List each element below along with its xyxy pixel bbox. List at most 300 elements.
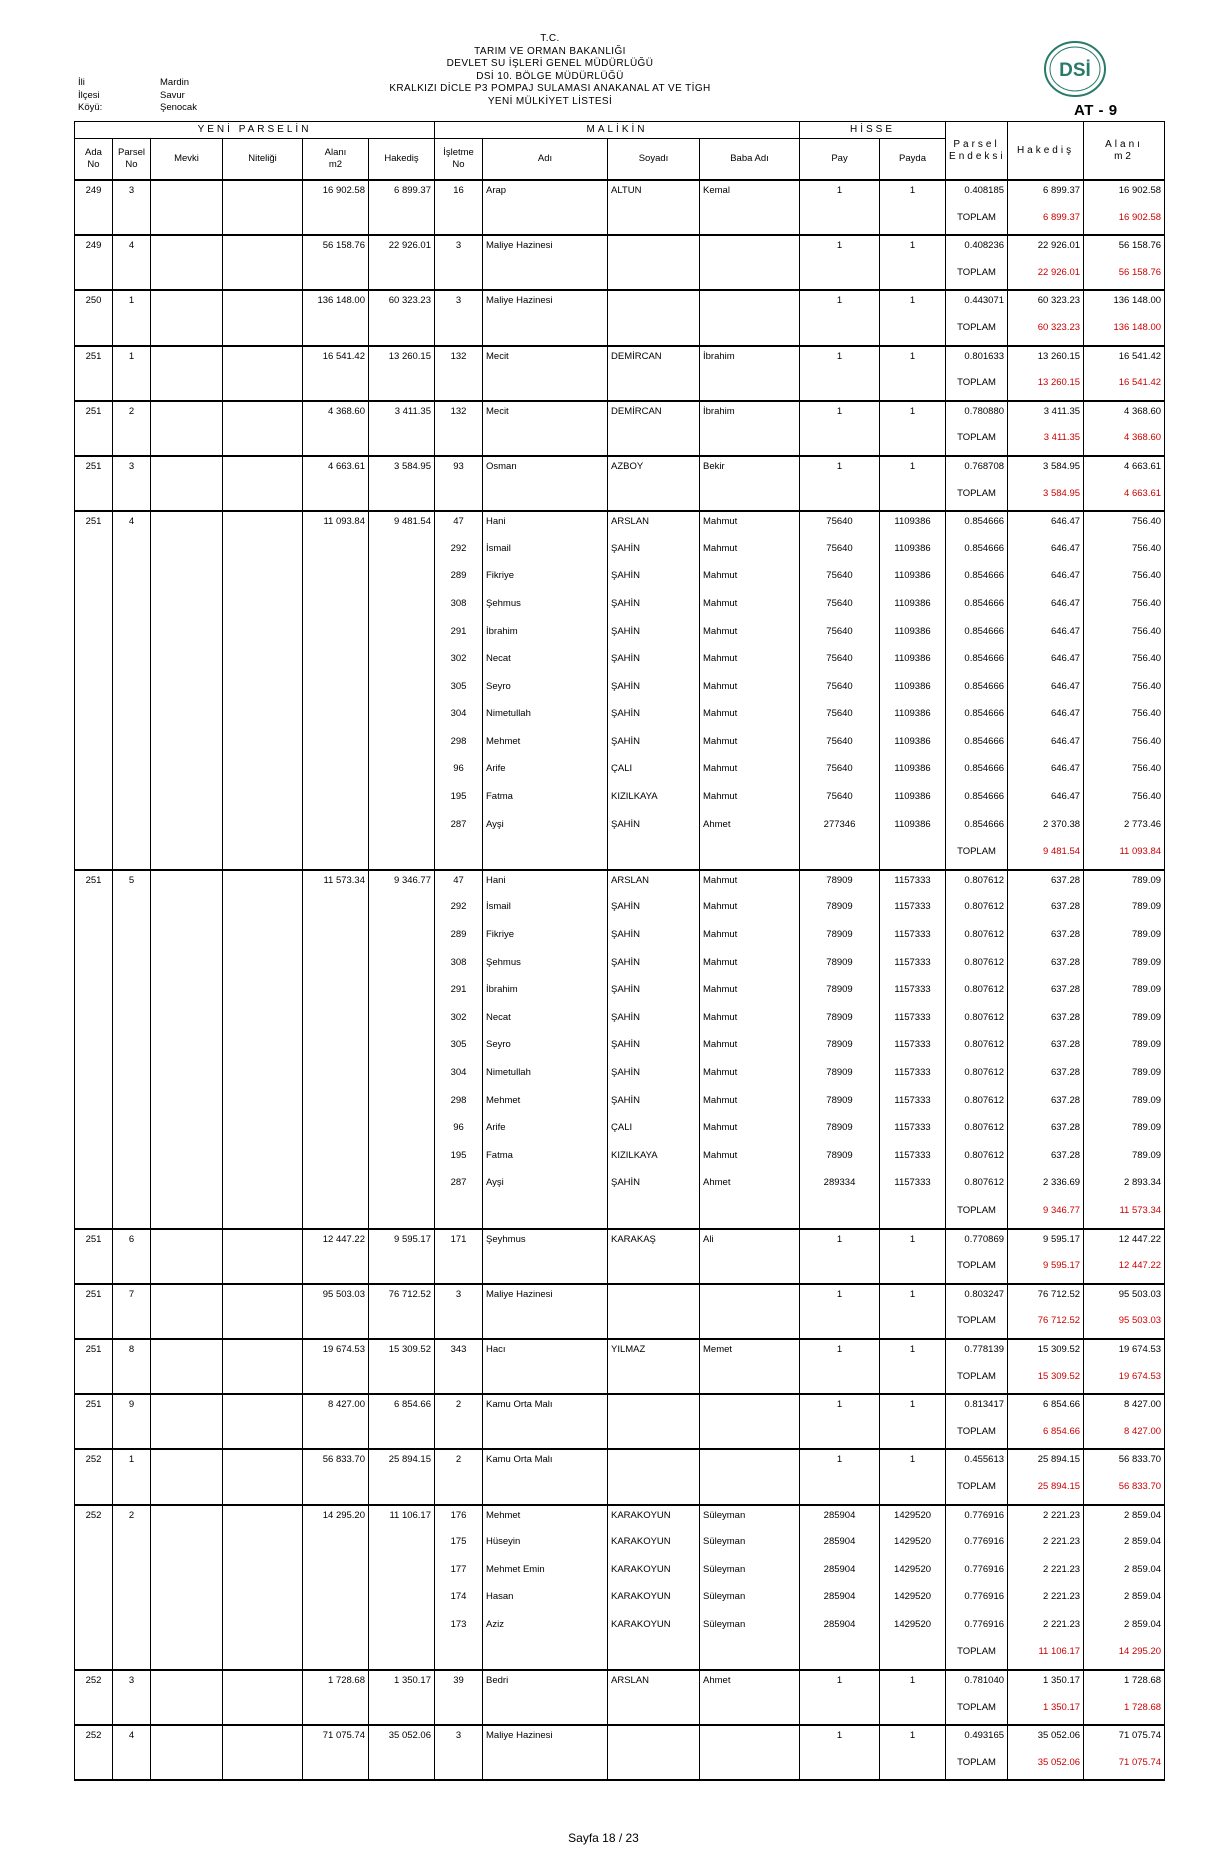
cell-endeks: 0.801633 xyxy=(946,346,1008,374)
cell-pay: 1 xyxy=(800,456,880,484)
table-row xyxy=(75,925,1165,953)
cell-nitelik xyxy=(223,1505,303,1533)
cell-empty xyxy=(75,263,113,291)
cell-mevki xyxy=(151,1449,223,1477)
cell-alan: 789.09 xyxy=(1084,953,1165,981)
cell-empty xyxy=(800,484,880,512)
cell-adi: Osman xyxy=(483,456,608,484)
cell-empty xyxy=(151,1367,223,1395)
cell-endeks: 0.807612 xyxy=(946,980,1008,1008)
cell-adi: Şehmus xyxy=(483,594,608,622)
cell-nitelik xyxy=(223,1091,303,1119)
cell-empty xyxy=(435,1367,483,1395)
cell-empty xyxy=(223,1311,303,1339)
cell-empty xyxy=(369,263,435,291)
cell-soyadi: ŞAHİN xyxy=(608,677,700,705)
total-alan: 56 833.70 xyxy=(1084,1477,1165,1505)
cell-empty xyxy=(151,373,223,401)
cell-alan: 756.40 xyxy=(1084,566,1165,594)
cell-payda: 1157333 xyxy=(880,1035,946,1063)
cell-pay: 1 xyxy=(800,1670,880,1698)
cell-empty xyxy=(483,1201,608,1229)
cell-hakedis: 637.28 xyxy=(1008,1063,1084,1091)
cell-nitelik xyxy=(223,1339,303,1367)
cell-empty xyxy=(483,1256,608,1284)
cell-hakedis: 637.28 xyxy=(1008,1035,1084,1063)
col-pay: Pay xyxy=(800,139,880,181)
table-row xyxy=(75,1008,1165,1036)
cell-alan: 136 148.00 xyxy=(303,290,369,318)
cell-empty xyxy=(880,1256,946,1284)
cell-empty xyxy=(369,1477,435,1505)
cell-mevki xyxy=(151,1284,223,1312)
cell-pay: 78909 xyxy=(800,1091,880,1119)
cell-ada xyxy=(75,539,113,567)
cell-alan xyxy=(303,980,369,1008)
cell-empty xyxy=(435,263,483,291)
cell-ada: 251 xyxy=(75,346,113,374)
cell-empty xyxy=(700,208,800,236)
cell-payda: 1109386 xyxy=(880,677,946,705)
cell-isletme-no: 195 xyxy=(435,1146,483,1174)
cell-empty xyxy=(303,1642,369,1670)
cell-hakedis xyxy=(369,1035,435,1063)
cell-adi: Maliye Hazinesi xyxy=(483,1725,608,1753)
cell-baba-adi: Mahmut xyxy=(700,622,800,650)
cell-empty xyxy=(700,842,800,870)
cell-empty xyxy=(435,373,483,401)
cell-soyadi: ÇALI xyxy=(608,759,700,787)
cell-soyadi: KARAKOYUN xyxy=(608,1615,700,1643)
cell-parsel: 6 xyxy=(113,1229,151,1257)
cell-empty xyxy=(303,428,369,456)
cell-hakedis xyxy=(369,980,435,1008)
cell-alan xyxy=(303,539,369,567)
cell-pay: 78909 xyxy=(800,1118,880,1146)
cell-isletme-no: 308 xyxy=(435,953,483,981)
cell-baba-adi: Süleyman xyxy=(700,1532,800,1560)
total-hakedis: 13 260.15 xyxy=(1008,373,1084,401)
cell-isletme-no: 176 xyxy=(435,1505,483,1533)
sheet-code: AT - 9 xyxy=(1074,102,1118,119)
cell-mevki xyxy=(151,1229,223,1257)
cell-empty xyxy=(151,1753,223,1781)
table-row xyxy=(75,1725,1165,1753)
table-row xyxy=(75,456,1165,484)
cell-hakedis: 3 584.95 xyxy=(1008,456,1084,484)
cell-mevki xyxy=(151,1394,223,1422)
cell-empty xyxy=(608,1698,700,1726)
total-hakedis: 9 346.77 xyxy=(1008,1201,1084,1229)
cell-empty xyxy=(800,373,880,401)
cell-nitelik xyxy=(223,1615,303,1643)
cell-hakedis: 9 595.17 xyxy=(369,1229,435,1257)
cell-baba-adi: Mahmut xyxy=(700,511,800,539)
cell-adi: Kamu Orta Malı xyxy=(483,1394,608,1422)
cell-empty xyxy=(303,208,369,236)
cell-payda: 1109386 xyxy=(880,704,946,732)
cell-hakedis: 22 926.01 xyxy=(369,235,435,263)
cell-ada: 251 xyxy=(75,1394,113,1422)
cell-hakedis: 25 894.15 xyxy=(1008,1449,1084,1477)
cell-payda: 1109386 xyxy=(880,566,946,594)
total-row xyxy=(75,1311,1165,1339)
cell-empty xyxy=(483,1642,608,1670)
cell-hakedis: 2 336.69 xyxy=(1008,1173,1084,1201)
cell-hakedis: 637.28 xyxy=(1008,925,1084,953)
cell-parsel xyxy=(113,953,151,981)
cell-empty xyxy=(75,484,113,512)
col-parsel: Parsel No xyxy=(113,139,151,181)
cell-empty xyxy=(303,373,369,401)
cell-nitelik xyxy=(223,1118,303,1146)
cell-empty xyxy=(800,1367,880,1395)
cell-alan: 1 728.68 xyxy=(1084,1670,1165,1698)
cell-pay: 285904 xyxy=(800,1560,880,1588)
cell-mevki xyxy=(151,953,223,981)
cell-hakedis: 637.28 xyxy=(1008,1008,1084,1036)
total-hakedis: 6 854.66 xyxy=(1008,1422,1084,1450)
header-line: T.C. xyxy=(540,33,560,44)
table-row xyxy=(75,1505,1165,1533)
cell-alan: 16 902.58 xyxy=(303,180,369,208)
table-row xyxy=(75,1118,1165,1146)
cell-payda: 1 xyxy=(880,180,946,208)
cell-adi: Maliye Hazinesi xyxy=(483,290,608,318)
cell-soyadi xyxy=(608,1394,700,1422)
cell-adi: Fikriye xyxy=(483,566,608,594)
cell-soyadi: ŞAHİN xyxy=(608,622,700,650)
cell-hakedis: 60 323.23 xyxy=(1008,290,1084,318)
cell-payda: 1109386 xyxy=(880,511,946,539)
cell-hakedis: 637.28 xyxy=(1008,1091,1084,1119)
cell-hakedis: 1 350.17 xyxy=(369,1670,435,1698)
cell-empty xyxy=(880,428,946,456)
cell-pay: 75640 xyxy=(800,787,880,815)
cell-baba-adi: Mahmut xyxy=(700,1008,800,1036)
cell-empty xyxy=(435,428,483,456)
cell-endeks: 0.776916 xyxy=(946,1532,1008,1560)
cell-ada: 251 xyxy=(75,456,113,484)
cell-empty xyxy=(700,318,800,346)
cell-pay: 75640 xyxy=(800,677,880,705)
cell-empty xyxy=(75,318,113,346)
cell-pay: 75640 xyxy=(800,704,880,732)
cell-empty xyxy=(608,1367,700,1395)
total-hakedis: 1 350.17 xyxy=(1008,1698,1084,1726)
cell-nitelik xyxy=(223,870,303,898)
cell-payda: 1109386 xyxy=(880,732,946,760)
cell-mevki xyxy=(151,732,223,760)
cell-empty xyxy=(75,1201,113,1229)
total-label: TOPLAM xyxy=(946,842,1008,870)
cell-alan: 756.40 xyxy=(1084,622,1165,650)
cell-empty xyxy=(303,484,369,512)
cell-nitelik xyxy=(223,539,303,567)
cell-ada xyxy=(75,787,113,815)
cell-endeks: 0.854666 xyxy=(946,759,1008,787)
cell-empty xyxy=(880,1367,946,1395)
cell-alan: 16 541.42 xyxy=(1084,346,1165,374)
cell-nitelik xyxy=(223,1284,303,1312)
cell-empty xyxy=(800,842,880,870)
total-row xyxy=(75,1201,1165,1229)
cell-soyadi: ŞAHİN xyxy=(608,925,700,953)
cell-isletme-no: 173 xyxy=(435,1615,483,1643)
cell-isletme-no: 291 xyxy=(435,622,483,650)
cell-isletme-no: 298 xyxy=(435,732,483,760)
cell-payda: 1109386 xyxy=(880,539,946,567)
cell-hakedis: 637.28 xyxy=(1008,897,1084,925)
cell-mevki xyxy=(151,594,223,622)
cell-baba-adi: Memet xyxy=(700,1339,800,1367)
cell-pay: 285904 xyxy=(800,1532,880,1560)
cell-ada: 251 xyxy=(75,511,113,539)
cell-soyadi: ARSLAN xyxy=(608,870,700,898)
cell-parsel xyxy=(113,1091,151,1119)
cell-empty xyxy=(223,1422,303,1450)
cell-empty xyxy=(369,1698,435,1726)
table-row xyxy=(75,732,1165,760)
cell-hakedis: 646.47 xyxy=(1008,622,1084,650)
cell-ada: 251 xyxy=(75,870,113,898)
cell-ada xyxy=(75,1008,113,1036)
cell-empty xyxy=(435,1422,483,1450)
total-row xyxy=(75,1422,1165,1450)
cell-hakedis: 25 894.15 xyxy=(369,1449,435,1477)
cell-hakedis xyxy=(369,1008,435,1036)
cell-alan xyxy=(303,925,369,953)
cell-alan: 1 728.68 xyxy=(303,1670,369,1698)
cell-ada xyxy=(75,704,113,732)
cell-mevki xyxy=(151,1035,223,1063)
cell-hakedis: 637.28 xyxy=(1008,953,1084,981)
cell-ada: 251 xyxy=(75,1229,113,1257)
cell-mevki xyxy=(151,925,223,953)
cell-nitelik xyxy=(223,290,303,318)
cell-payda: 1429520 xyxy=(880,1587,946,1615)
cell-mevki xyxy=(151,815,223,843)
cell-empty xyxy=(223,1367,303,1395)
cell-ada xyxy=(75,1118,113,1146)
cell-hakedis: 13 260.15 xyxy=(369,346,435,374)
cell-nitelik xyxy=(223,704,303,732)
cell-soyadi: KARAKOYUN xyxy=(608,1505,700,1533)
cell-pay: 285904 xyxy=(800,1505,880,1533)
cell-baba-adi: Mahmut xyxy=(700,649,800,677)
cell-parsel xyxy=(113,539,151,567)
cell-baba-adi: Mahmut xyxy=(700,704,800,732)
cell-alan: 19 674.53 xyxy=(1084,1339,1165,1367)
cell-payda: 1 xyxy=(880,1394,946,1422)
cell-adi: Mehmet xyxy=(483,1091,608,1119)
cell-adi: Hacı xyxy=(483,1339,608,1367)
cell-nitelik xyxy=(223,649,303,677)
cell-nitelik xyxy=(223,953,303,981)
cell-hakedis xyxy=(369,1173,435,1201)
cell-mevki xyxy=(151,1560,223,1588)
total-row xyxy=(75,1698,1165,1726)
cell-parsel xyxy=(113,815,151,843)
cell-isletme-no: 289 xyxy=(435,566,483,594)
cell-empty xyxy=(113,1367,151,1395)
cell-soyadi: ŞAHİN xyxy=(608,1091,700,1119)
cell-ada: 251 xyxy=(75,401,113,429)
cell-alan: 4 368.60 xyxy=(303,401,369,429)
col-baba-adi: Baba Adı xyxy=(700,139,800,181)
cell-pay: 75640 xyxy=(800,649,880,677)
cell-endeks: 0.770869 xyxy=(946,1229,1008,1257)
cell-empty xyxy=(608,1642,700,1670)
cell-alan: 2 859.04 xyxy=(1084,1615,1165,1643)
dsi-logo xyxy=(1043,40,1107,98)
cell-adi: Şehmus xyxy=(483,953,608,981)
cell-hakedis xyxy=(369,925,435,953)
cell-alan xyxy=(303,1035,369,1063)
total-alan: 136 148.00 xyxy=(1084,318,1165,346)
cell-adi: Fikriye xyxy=(483,925,608,953)
cell-empty xyxy=(303,1477,369,1505)
total-hakedis: 60 323.23 xyxy=(1008,318,1084,346)
total-row xyxy=(75,428,1165,456)
cell-soyadi: AZBOY xyxy=(608,456,700,484)
table-row xyxy=(75,1339,1165,1367)
cell-mevki xyxy=(151,401,223,429)
cell-mevki xyxy=(151,1091,223,1119)
cell-adi: İsmail xyxy=(483,539,608,567)
cell-soyadi: ŞAHİN xyxy=(608,953,700,981)
header-line: DEVLET SU İŞLERİ GENEL MÜDÜRLÜĞÜ xyxy=(446,58,654,70)
total-label: TOPLAM xyxy=(946,1367,1008,1395)
cell-empty xyxy=(880,373,946,401)
cell-empty xyxy=(75,1256,113,1284)
cell-empty xyxy=(700,484,800,512)
cell-hakedis: 13 260.15 xyxy=(1008,346,1084,374)
cell-parsel: 9 xyxy=(113,1394,151,1422)
cell-pay: 75640 xyxy=(800,511,880,539)
cell-alan: 756.40 xyxy=(1084,677,1165,705)
cell-adi: Ayşi xyxy=(483,1173,608,1201)
cell-empty xyxy=(880,208,946,236)
cell-isletme-no: 292 xyxy=(435,539,483,567)
cell-hakedis: 2 221.23 xyxy=(1008,1615,1084,1643)
cell-empty xyxy=(303,842,369,870)
cell-empty xyxy=(483,318,608,346)
cell-alan xyxy=(303,815,369,843)
cell-hakedis: 646.47 xyxy=(1008,759,1084,787)
cell-alan: 2 859.04 xyxy=(1084,1560,1165,1588)
cell-mevki xyxy=(151,290,223,318)
cell-baba-adi: Mahmut xyxy=(700,594,800,622)
cell-mevki xyxy=(151,1146,223,1174)
table-row xyxy=(75,1449,1165,1477)
cell-soyadi: KARAKOYUN xyxy=(608,1560,700,1588)
cell-parsel: 2 xyxy=(113,401,151,429)
cell-ada: 252 xyxy=(75,1670,113,1698)
cell-empty xyxy=(369,208,435,236)
total-label: TOPLAM xyxy=(946,1422,1008,1450)
cell-alan xyxy=(303,1587,369,1615)
cell-empty xyxy=(800,1311,880,1339)
cell-parsel: 3 xyxy=(113,456,151,484)
cell-empty xyxy=(608,842,700,870)
col-hakedis: Hakediş xyxy=(369,139,435,181)
cell-adi: Arap xyxy=(483,180,608,208)
header-line: YENİ MÜLKİYET LİSTESİ xyxy=(487,95,613,107)
cell-isletme-no: 175 xyxy=(435,1532,483,1560)
cell-endeks: 0.854666 xyxy=(946,815,1008,843)
cell-ada: 252 xyxy=(75,1725,113,1753)
cell-hakedis: 76 712.52 xyxy=(369,1284,435,1312)
cell-pay: 75640 xyxy=(800,759,880,787)
cell-empty xyxy=(800,1477,880,1505)
cell-isletme-no: 96 xyxy=(435,759,483,787)
cell-parsel: 1 xyxy=(113,290,151,318)
cell-soyadi xyxy=(608,290,700,318)
cell-endeks: 0.854666 xyxy=(946,511,1008,539)
cell-empty xyxy=(700,373,800,401)
cell-empty xyxy=(369,1753,435,1781)
cell-alan xyxy=(303,1560,369,1588)
logo-text: DSİ xyxy=(1059,60,1091,81)
cell-soyadi xyxy=(608,1449,700,1477)
cell-isletme-no: 287 xyxy=(435,1173,483,1201)
cell-empty xyxy=(151,318,223,346)
group-yeni-parsel: YENİ PARSELİN xyxy=(75,122,435,139)
cell-alan: 56 833.70 xyxy=(1084,1449,1165,1477)
cell-payda: 1157333 xyxy=(880,1091,946,1119)
cell-soyadi: DEMİRCAN xyxy=(608,346,700,374)
cell-payda: 1157333 xyxy=(880,870,946,898)
cell-adi: Fatma xyxy=(483,787,608,815)
cell-alan: 4 663.61 xyxy=(303,456,369,484)
table-row xyxy=(75,1063,1165,1091)
cell-adi: Hani xyxy=(483,511,608,539)
cell-alan: 8 427.00 xyxy=(303,1394,369,1422)
cell-empty xyxy=(800,208,880,236)
cell-empty xyxy=(880,1311,946,1339)
cell-parsel xyxy=(113,1615,151,1643)
cell-hakedis: 2 221.23 xyxy=(1008,1560,1084,1588)
cell-isletme-no: 96 xyxy=(435,1118,483,1146)
cell-hakedis: 646.47 xyxy=(1008,594,1084,622)
cell-isletme-no: 304 xyxy=(435,704,483,732)
location-label: İli xyxy=(78,77,85,88)
cell-nitelik xyxy=(223,815,303,843)
cell-soyadi: ŞAHİN xyxy=(608,897,700,925)
cell-isletme-no: 3 xyxy=(435,290,483,318)
cell-isletme-no: 291 xyxy=(435,980,483,1008)
cell-pay: 78909 xyxy=(800,870,880,898)
cell-isletme-no: 174 xyxy=(435,1587,483,1615)
col-ada: Ada No xyxy=(75,139,113,181)
cell-mevki xyxy=(151,539,223,567)
cell-baba-adi: Bekir xyxy=(700,456,800,484)
cell-hakedis xyxy=(369,566,435,594)
cell-empty xyxy=(113,373,151,401)
cell-soyadi: ŞAHİN xyxy=(608,1035,700,1063)
cell-hakedis xyxy=(369,1560,435,1588)
cell-pay: 1 xyxy=(800,1284,880,1312)
cell-alan: 756.40 xyxy=(1084,787,1165,815)
cell-parsel xyxy=(113,1008,151,1036)
cell-ada: 250 xyxy=(75,290,113,318)
cell-empty xyxy=(113,1256,151,1284)
cell-nitelik xyxy=(223,622,303,650)
cell-empty xyxy=(435,318,483,346)
cell-ada: 252 xyxy=(75,1505,113,1533)
cell-hakedis: 2 221.23 xyxy=(1008,1532,1084,1560)
